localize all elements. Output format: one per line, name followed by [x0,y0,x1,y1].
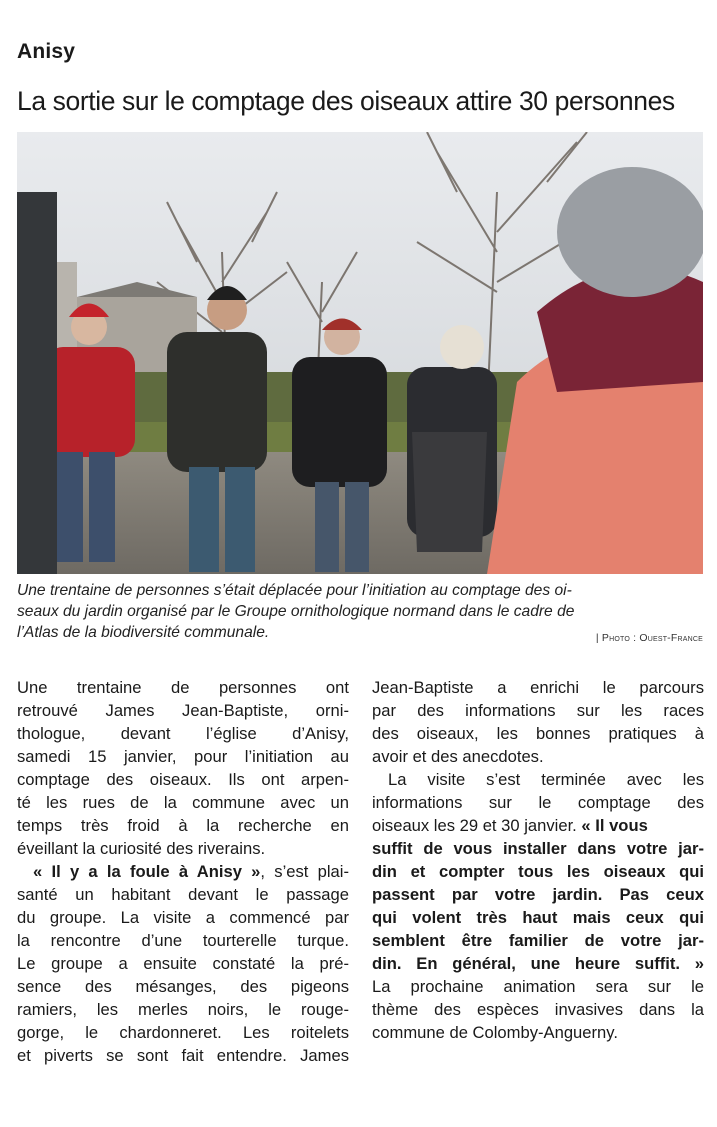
body-line: samedi 15 janvier, pour l’initiation au [17,747,349,766]
article-photo [17,132,703,574]
quote-bold: suffit de vous installer dans votre jar- [372,839,704,858]
caption-line: Une trentaine de personnes s’était déplacée pour l’initiation au comptage des oi- [17,582,572,599]
body-column-left [17,676,349,1067]
body-line: la rencontre d’une tourterelle turque. [17,931,349,950]
body-line: éveillant la curiosité des riverains. [17,839,266,858]
body-line-bold [372,883,704,906]
body-line: thologue, devant l’église d’Anisy, [17,724,349,743]
body-column-right [372,676,704,1044]
quote-rest: , s’est plai- [260,862,349,881]
body-line: La prochaine animation sera sur le [372,977,704,996]
body-line: Le groupe a ensuite constaté la pré- [17,954,349,973]
body-line: thème des espèces invasives dans la [372,1000,704,1019]
body-line-bold [372,860,704,883]
group-photo-illustration [17,132,703,574]
body-line: des oiseaux, les bonnes pratiques à [372,724,704,743]
body-line-mixed [372,814,704,837]
quote-bold: semblent être familier de votre jar- [372,931,704,950]
photo-credit: | Photo : Ouest-France [595,632,703,644]
caption-line: l’Atlas de la biodiversité communale. [17,624,270,641]
body-line: santé un habitant devant le passage [17,885,349,904]
body-line-bold [372,929,704,952]
body-line: Jean-Baptiste a enrichi le parcours [372,678,704,697]
body-line: ramiers, les merles noirs, le rouge- [17,1000,349,1019]
article-kicker: Anisy [17,40,76,63]
body-line: du groupe. La visite a commencé par [17,908,349,927]
body-line: té les rues de la commune avec un [17,793,349,812]
quote-bold: din. En général, une heure suffit. » [372,954,704,973]
body-line: retrouvé James Jean-Baptiste, orni- [17,701,349,720]
body-line: commune de Colomby-Anguerny. [372,1023,618,1042]
body-text: oiseaux les 29 et 30 janvier. [372,816,582,835]
body-line-bold [372,952,704,975]
body-line: gorge, le chardonneret. Les roitelets [17,1023,349,1042]
body-line: La visite s’est terminée avec les [388,770,704,789]
body-line: comptage des oiseaux. Ils ont arpen- [17,770,349,789]
quote-bold: din et compter tous les oiseaux qui [372,862,704,881]
body-line-quote [17,860,349,883]
body-line: informations sur le comptage des [372,793,704,812]
body-line: sence des mésanges, des pigeons [17,977,349,996]
body-line: avoir et des anecdotes. [372,747,544,766]
quote-bold: « Il vous [581,816,648,835]
caption-line: seaux du jardin organisé par le Groupe ornithologique normand dans le cadre de [17,603,575,620]
body-line: par des informations sur les races [372,701,704,720]
quote-bold: qui volent très haut mais ceux qui [372,908,704,927]
article-headline: La sortie sur le comptage des oiseaux attire 30 personnes [17,86,675,116]
body-line-bold [372,906,704,929]
body-line-bold [372,837,704,860]
quote-bold: « Il y a la foule à Anisy » [33,862,261,881]
body-line: et piverts se sont fait entendre. James [17,1046,349,1065]
quote-bold: passent par votre jardin. Pas ceux [372,885,704,904]
body-line: Une trentaine de personnes ont [17,678,349,697]
body-line: temps très froid à la recherche en [17,816,349,835]
